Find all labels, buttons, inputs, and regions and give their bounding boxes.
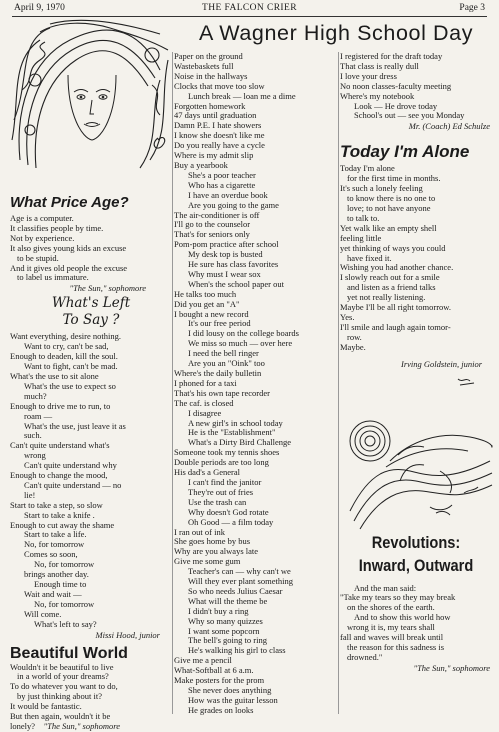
whats-left-title	[10, 295, 172, 329]
poem-line: His dad's a General	[174, 467, 240, 478]
poem-line: It also gives young kids an excuse	[10, 242, 127, 253]
poem-line: I want some popcorn	[188, 625, 260, 636]
poem-line: Today I'm alone	[340, 163, 395, 174]
column-divider	[338, 52, 339, 714]
poem-line: Do you really have a cycle	[174, 140, 265, 151]
poem-line: Why must I wear sox	[188, 268, 261, 279]
poem-line: It's our free period	[188, 318, 251, 329]
poem-line: I have an overdue book	[188, 189, 268, 200]
girl-face-illustration	[10, 20, 172, 170]
revolutions-body	[340, 584, 492, 673]
poem-line: Noise in the hallways	[174, 70, 248, 81]
byline: "The Sun," sophomore	[413, 662, 490, 673]
poem-line: It would be fantastic.	[10, 701, 82, 712]
poem-line: I disagree	[188, 407, 222, 418]
poem-line: Are you going to the game	[188, 199, 279, 210]
poem-line: Teacher's can — why can't we	[188, 566, 291, 577]
poem-line: brings another day.	[24, 569, 89, 580]
byline: Missi Hood, junior	[95, 629, 160, 640]
poem-line: Pom-pom practice after school	[174, 239, 279, 250]
page-number: Page 3	[459, 3, 485, 13]
poem-line: Forgotten homework	[174, 100, 246, 111]
poem-line: A new girl's in school today	[188, 417, 283, 428]
poem-line: I love your dress	[340, 70, 397, 81]
poem-line: And to show this world how	[354, 612, 451, 623]
poem-line: I need the bell ringer	[188, 348, 259, 359]
poem-line: Did you get an "A"	[174, 298, 240, 309]
poem-line: I didn't buy a ring	[188, 605, 249, 616]
column-left	[10, 20, 172, 732]
poem-line: Enough to cut away the shame	[10, 519, 115, 530]
poem-line: to talk to.	[347, 212, 380, 223]
revolutions-title	[340, 531, 492, 577]
poem-line: She's a poor teacher	[188, 169, 256, 180]
poem-line: What's left to say?	[34, 618, 97, 629]
poem-line: The caf. is closed	[174, 397, 234, 408]
byline: "The Sun," sophomore	[69, 283, 146, 294]
poem-line: How was the guitar lesson	[188, 694, 278, 705]
poem-line: I bought a new record	[174, 308, 249, 319]
poem-line: roam —	[24, 410, 53, 421]
poem-line: I'll smile and laugh again tomor-	[340, 321, 451, 332]
poem-line: Wishing you had another chance.	[340, 262, 454, 273]
poem-line: to label us immature.	[17, 272, 89, 283]
poem-line: yet not really listening.	[347, 292, 426, 303]
poem-line: I phoned for a taxi	[174, 377, 237, 388]
poem-line: Yet walk like an empty shell	[340, 222, 437, 233]
column-right	[340, 52, 492, 673]
poem-line: To do whatever you want to do,	[10, 681, 118, 692]
poem-line: and listen as a friend talks	[347, 282, 436, 293]
poem-line: the reason for this sadness is	[347, 642, 445, 652]
newspaper-name: THE FALCON CRIER	[202, 3, 297, 13]
poem-line: Use the trash can	[188, 496, 247, 507]
poem-line: Will come.	[24, 608, 62, 619]
poem-line: drowned."	[347, 651, 383, 662]
masthead-rule	[12, 16, 487, 17]
poem-line: in a world of your dreams?	[17, 671, 109, 682]
poem-line: Make posters for the prom	[174, 675, 265, 686]
face-hair-drawing	[10, 20, 172, 170]
poem-line: Want to fight, can't be mad.	[24, 361, 118, 372]
poem-line: on the shores of the earth.	[347, 602, 435, 613]
byline: Irving Goldstein, junior	[401, 358, 482, 369]
poem-line: Give me some gum	[174, 556, 241, 567]
whats-left-title-line1: What's Left	[51, 295, 131, 312]
poem-line: What's the use to sit alone	[10, 370, 99, 381]
beautiful-world-body	[10, 663, 172, 732]
poem-line: I registered for the draft today	[340, 51, 443, 61]
poem-line: Why doesn't God rotate	[188, 506, 269, 517]
poem-line: It's such a lonely feeling	[340, 183, 423, 194]
poem-line: Paper on the ground	[174, 51, 243, 61]
poem-line: lie!	[24, 489, 36, 500]
main-headline: A Wagner High School Day	[198, 21, 474, 45]
poem-line: to be stupid.	[17, 252, 59, 263]
poem-line: Enough to deaden, kill the soul.	[10, 351, 118, 362]
poem-line: Can't quite understand — no	[24, 479, 122, 490]
poem-line: such.	[24, 430, 42, 441]
poem-line: Look — He drove today	[354, 100, 438, 111]
poem-line: by just thinking about it?	[17, 691, 102, 702]
poem-line: Who has a cigarette	[188, 179, 256, 190]
poem-line-text: lonely?	[10, 720, 36, 731]
poem-line: I can't find the janitor	[188, 476, 262, 487]
poem-line: No, for tomorrow	[24, 539, 85, 550]
spiral-hair-drawing	[340, 371, 492, 531]
poem-line: He is the "Establishment"	[188, 427, 276, 438]
poem-line: No, for tomorrow	[34, 598, 95, 609]
poem-line: Maybe.	[340, 341, 366, 352]
poem-line: to know there is no one to	[347, 193, 436, 204]
school-day-poem	[174, 52, 336, 716]
poem-line: I did lousy on the college boards	[188, 328, 299, 339]
poem-line: Age is a computer.	[10, 213, 74, 223]
poem-line: I know she doesn't like me	[174, 130, 265, 141]
poem-line: No noon classes-faculty meeting	[340, 80, 452, 91]
poem-line: Maybe I'll be all right tomorrow.	[340, 302, 451, 313]
poem-line: No, for tomorrow	[34, 559, 95, 570]
byline: Mr. (Coach) Ed Schulze	[408, 121, 490, 132]
poem-line: She goes home by bus	[174, 536, 251, 547]
poem-line: feeling little	[340, 232, 382, 243]
poem-line: Where is my admit slip	[174, 150, 254, 161]
poem-line: School's out — see you Monday	[354, 110, 465, 121]
poem-line	[10, 722, 172, 732]
poem-line: But then again, wouldn't it be	[10, 711, 111, 722]
poem-line: The bell's going to ring	[188, 635, 267, 646]
column-divider	[172, 52, 173, 714]
byline: "The Sun," sophomore	[43, 720, 121, 731]
poem-line: What's the use to expect so	[24, 380, 116, 391]
poem-line: Buy a yearbook	[174, 159, 228, 170]
poem-line: 47 days until graduation	[174, 110, 257, 121]
whats-left-title-line2: To Say ?	[62, 312, 120, 329]
poem-line: Give me a pencil	[174, 655, 232, 666]
poem-line: Why so many quizzes	[188, 615, 263, 626]
poem-line: "Take my tears so they may break	[340, 592, 456, 603]
poem-line: And it gives old people the excuse	[10, 262, 128, 273]
poem-line: What-Softball at 6 a.m.	[174, 665, 254, 676]
poem-line: Yes.	[340, 311, 355, 322]
poem-line: Can't quite understand what's	[10, 440, 110, 451]
today-im-alone-title: Today I'm Alone	[340, 142, 470, 162]
masthead	[14, 3, 485, 16]
poem-line: What will the theme be	[188, 595, 268, 606]
spiral-hair-illustration	[340, 371, 492, 531]
poem-line: He talks too much	[174, 288, 237, 299]
poem-line: wrong	[24, 450, 46, 461]
poem-line: Start to take a life.	[24, 529, 87, 540]
poem-line: Can't quite understand why	[24, 460, 117, 471]
poem-line: That class is really dull	[340, 60, 419, 71]
poem-line: When's the school paper out	[188, 278, 284, 289]
issue-date: April 9, 1970	[14, 3, 65, 13]
poem-line: Double periods are too long	[174, 457, 269, 468]
poem-line: Wait and wait —	[24, 588, 82, 599]
poem-line: Where's the daily bulletin	[174, 368, 262, 378]
poem-line: Enough time to	[34, 579, 87, 589]
poem-line: And the man said:	[354, 582, 417, 593]
poem-line: So who needs Julius Caesar	[188, 585, 283, 596]
poem-line: Wastebaskets full	[174, 60, 234, 71]
poem-line: wrong it is, my tears shall	[347, 622, 435, 633]
poem-line: I ran out of ink	[174, 526, 225, 537]
poem-line: Clocks that move too slow	[174, 80, 265, 91]
poem-line: She never does anything	[188, 685, 272, 695]
poem-line: have fixed it.	[347, 252, 392, 263]
poem-line: That's for seniors only	[174, 229, 250, 240]
poem-line: Damn P.E. I hate showers	[174, 120, 262, 131]
poem-line: My desk top is busted	[188, 249, 263, 260]
poem-line: Start to take a step, so slow	[10, 499, 103, 510]
poem-line: love; to not have anyone	[347, 202, 431, 213]
column-middle	[174, 52, 336, 716]
poem-line: Someone took my tennis shoes	[174, 447, 280, 458]
revolutions-title-line2: Inward, Outward	[358, 555, 474, 575]
poem-line: Oh Good — a film today	[188, 516, 274, 527]
today-im-alone-body	[340, 164, 492, 368]
poem-line: He sure has class favorites	[188, 259, 279, 270]
school-day-continued	[340, 52, 492, 131]
poem-line: Will they ever plant something	[188, 576, 293, 587]
poem-line: I'll go to the counselor	[174, 219, 251, 230]
poem-line: fall and waves will break until	[340, 632, 444, 643]
poem-line: The air-conditioner is off	[174, 209, 260, 220]
poem-line: much?	[24, 390, 47, 401]
poem-line: row.	[347, 331, 362, 342]
poem-line: Why are you always late	[174, 546, 259, 557]
poem-line: What's the use, just leave it as	[24, 420, 126, 431]
poem-line: Are you an "Oink" too	[188, 358, 265, 369]
what-price-age-body	[10, 214, 172, 293]
what-price-age-title: What Price Age?	[10, 194, 129, 211]
poem-line: It classifies people by time.	[10, 222, 104, 233]
poem-line: I slowly reach out for a smile	[340, 272, 440, 283]
beautiful-world-title: Beautiful World	[10, 644, 128, 662]
poem-line: What's a Dirty Bird Challenge	[188, 437, 292, 448]
poem-line: Enough to change the mood,	[10, 470, 108, 481]
poem-line: Comes so soon,	[24, 549, 78, 560]
poem-line: Where's my notebook	[340, 90, 415, 101]
poem-line: Lunch break — loan me a dime	[188, 90, 296, 101]
poem-line: He's walking his girl to class	[188, 645, 286, 656]
poem-line: We miss so much — over here	[188, 338, 293, 349]
poem-line: yet thinking of ways you could	[340, 242, 446, 253]
poem-line: That's his own tape recorder	[174, 387, 270, 398]
poem-line: Want to cry, can't be sad,	[24, 341, 109, 352]
poem-line: They're out of fries	[188, 486, 254, 497]
poem-line: Not by experience.	[10, 232, 75, 243]
revolutions-title-line1: Revolutions:	[371, 532, 461, 552]
poem-line: Start to take a knife .	[24, 509, 95, 520]
poem-line: Enough to drive me to run, to	[10, 400, 111, 411]
whats-left-body	[10, 332, 172, 639]
poem-line: Wouldn't it be beautiful to live	[10, 661, 114, 672]
poem-line: Want everything, desire nothing.	[10, 331, 121, 342]
poem-line: for the first time in months.	[347, 173, 441, 184]
poem-line: He grades on looks	[188, 704, 254, 715]
